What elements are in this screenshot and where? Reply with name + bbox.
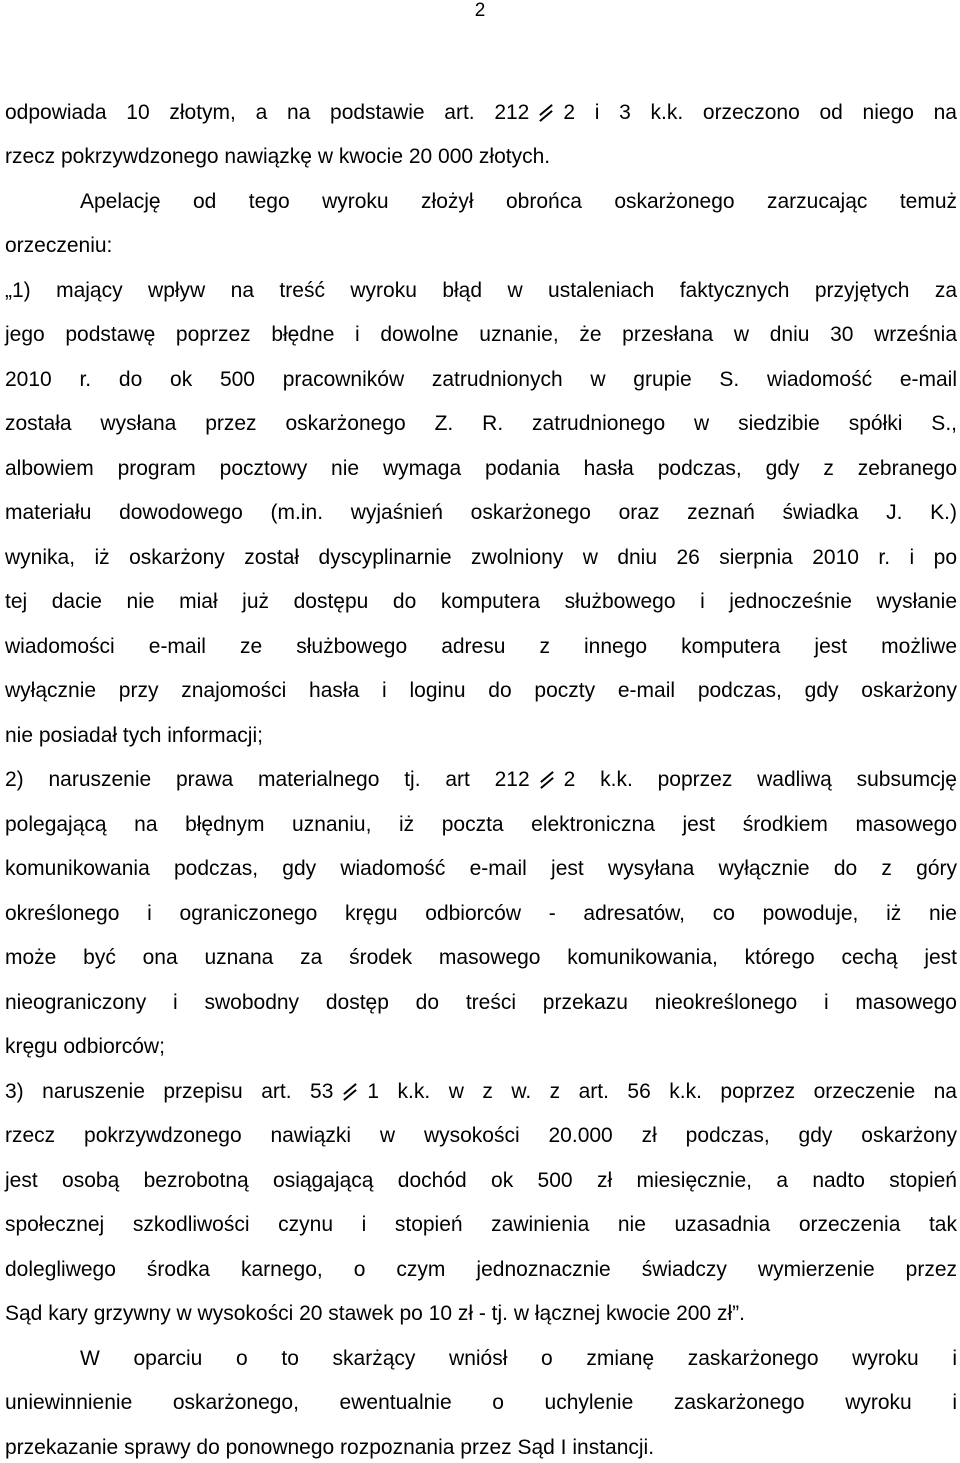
text-line: wyłącznie przy znajomości hasła i loginu do poczty e-mail podczas, gdy oskarżony — [5, 679, 957, 702]
text-line: wynika, iż oskarżony został dyscyplinarnie zwolniony w dniu 26 sierpnia 2010 r. i po — [5, 546, 957, 569]
text-line: odpowiada 10 złotym, a na podstawie art. 212 2 i 3 k.k. orzeczono od niego na — [5, 99, 957, 127]
text-line: nie posiadał tych informacji; — [5, 724, 263, 747]
text-line: rzecz pokrzywdzonego nawiązkę w kwocie 20 000 złotych. — [5, 145, 551, 168]
text-line: kręgu odbiorców; — [5, 1035, 165, 1058]
text-line: rzecz pokrzywdzonego nawiązki w wysokości 20.000 zł podczas, gdy oskarżony — [5, 1124, 957, 1147]
text-line: 2010 r. do ok 500 pracowników zatrudnionych w grupie S. wiadomość e-mail — [5, 368, 957, 391]
section-sign-icon — [538, 766, 556, 794]
text-line: orzeczeniu: — [5, 234, 113, 257]
text-line: nieograniczony i swobodny dostęp do treści przekazu nieokreślonego i masowego — [5, 991, 957, 1014]
text-line: 2) naruszenie prawa materialnego tj. art 212 2 k.k. poprzez wadliwą subsumcję — [5, 766, 957, 794]
text-line: została wysłana przez oskarżonego Z. R. zatrudnionego w siedzibie spółki S., — [5, 412, 957, 435]
text-line: komunikowania podczas, gdy wiadomość e-mail jest wysyłana wyłącznie do z góry — [5, 857, 957, 880]
text-line: albowiem program pocztowy nie wymaga podania hasła podczas, gdy z zebranego — [5, 457, 957, 480]
text-line: wiadomości e-mail ze służbowego adresu z innego komputera jest możliwe — [5, 635, 957, 658]
text-line: jego podstawę poprzez błędne i dowolne uznanie, że przesłana w dniu 30 września — [5, 323, 957, 346]
text-line: może być ona uznana za środek masowego komunikowania, którego cechą jest — [5, 946, 957, 969]
text-line: 3) naruszenie przepisu art. 53 1 k.k. w z w. z art. 56 k.k. poprzez orzeczenie na — [5, 1078, 957, 1106]
text-line: Apelację od tego wyroku złożył obrońca oskarżonego zarzucając temuż — [80, 190, 957, 213]
text-line: Sąd kary grzywny w wysokości 20 stawek po 10 zł - tj. w łącznej kwocie 200 zł”. — [5, 1302, 745, 1325]
text-line: uniewinnienie oskarżonego, ewentualnie o uchylenie zaskarżonego wyroku i — [5, 1391, 957, 1414]
text-line: polegającą na błędnym uznaniu, iż poczta elektroniczna jest środkiem masowego — [5, 813, 957, 836]
section-sign-icon — [537, 99, 555, 127]
text-line: tej dacie nie miał już dostępu do komputera służbowego i jednocześnie wysłanie — [5, 590, 957, 613]
text-line: jest osobą bezrobotną osiągającą dochód ok 500 zł miesięcznie, a nadto stopień — [5, 1169, 957, 1192]
text-line: społecznej szkodliwości czynu i stopień zawinienia nie uzasadnia orzeczenia tak — [5, 1213, 957, 1236]
section-sign-icon — [341, 1078, 359, 1106]
page-number: 2 — [474, 0, 486, 21]
text-line: dolegliwego środka karnego, o czym jednoznacznie świadczy wymierzenie przez — [5, 1258, 957, 1281]
text-line: określonego i ograniczonego kręgu odbiorców - adresatów, co powoduje, iż nie — [5, 902, 957, 925]
text-line: „1) mający wpływ na treść wyroku błąd w ustaleniach faktycznych przyjętych za — [5, 279, 957, 302]
text-line: W oparciu o to skarżący wniósł o zmianę zaskarżonego wyroku i — [80, 1347, 957, 1370]
text-line: przekazanie sprawy do ponownego rozpoznania przez Sąd I instancji. — [5, 1436, 655, 1459]
text-line: materiału dowodowego (m.in. wyjaśnień oskarżonego oraz zeznań świadka J. K.) — [5, 501, 957, 524]
